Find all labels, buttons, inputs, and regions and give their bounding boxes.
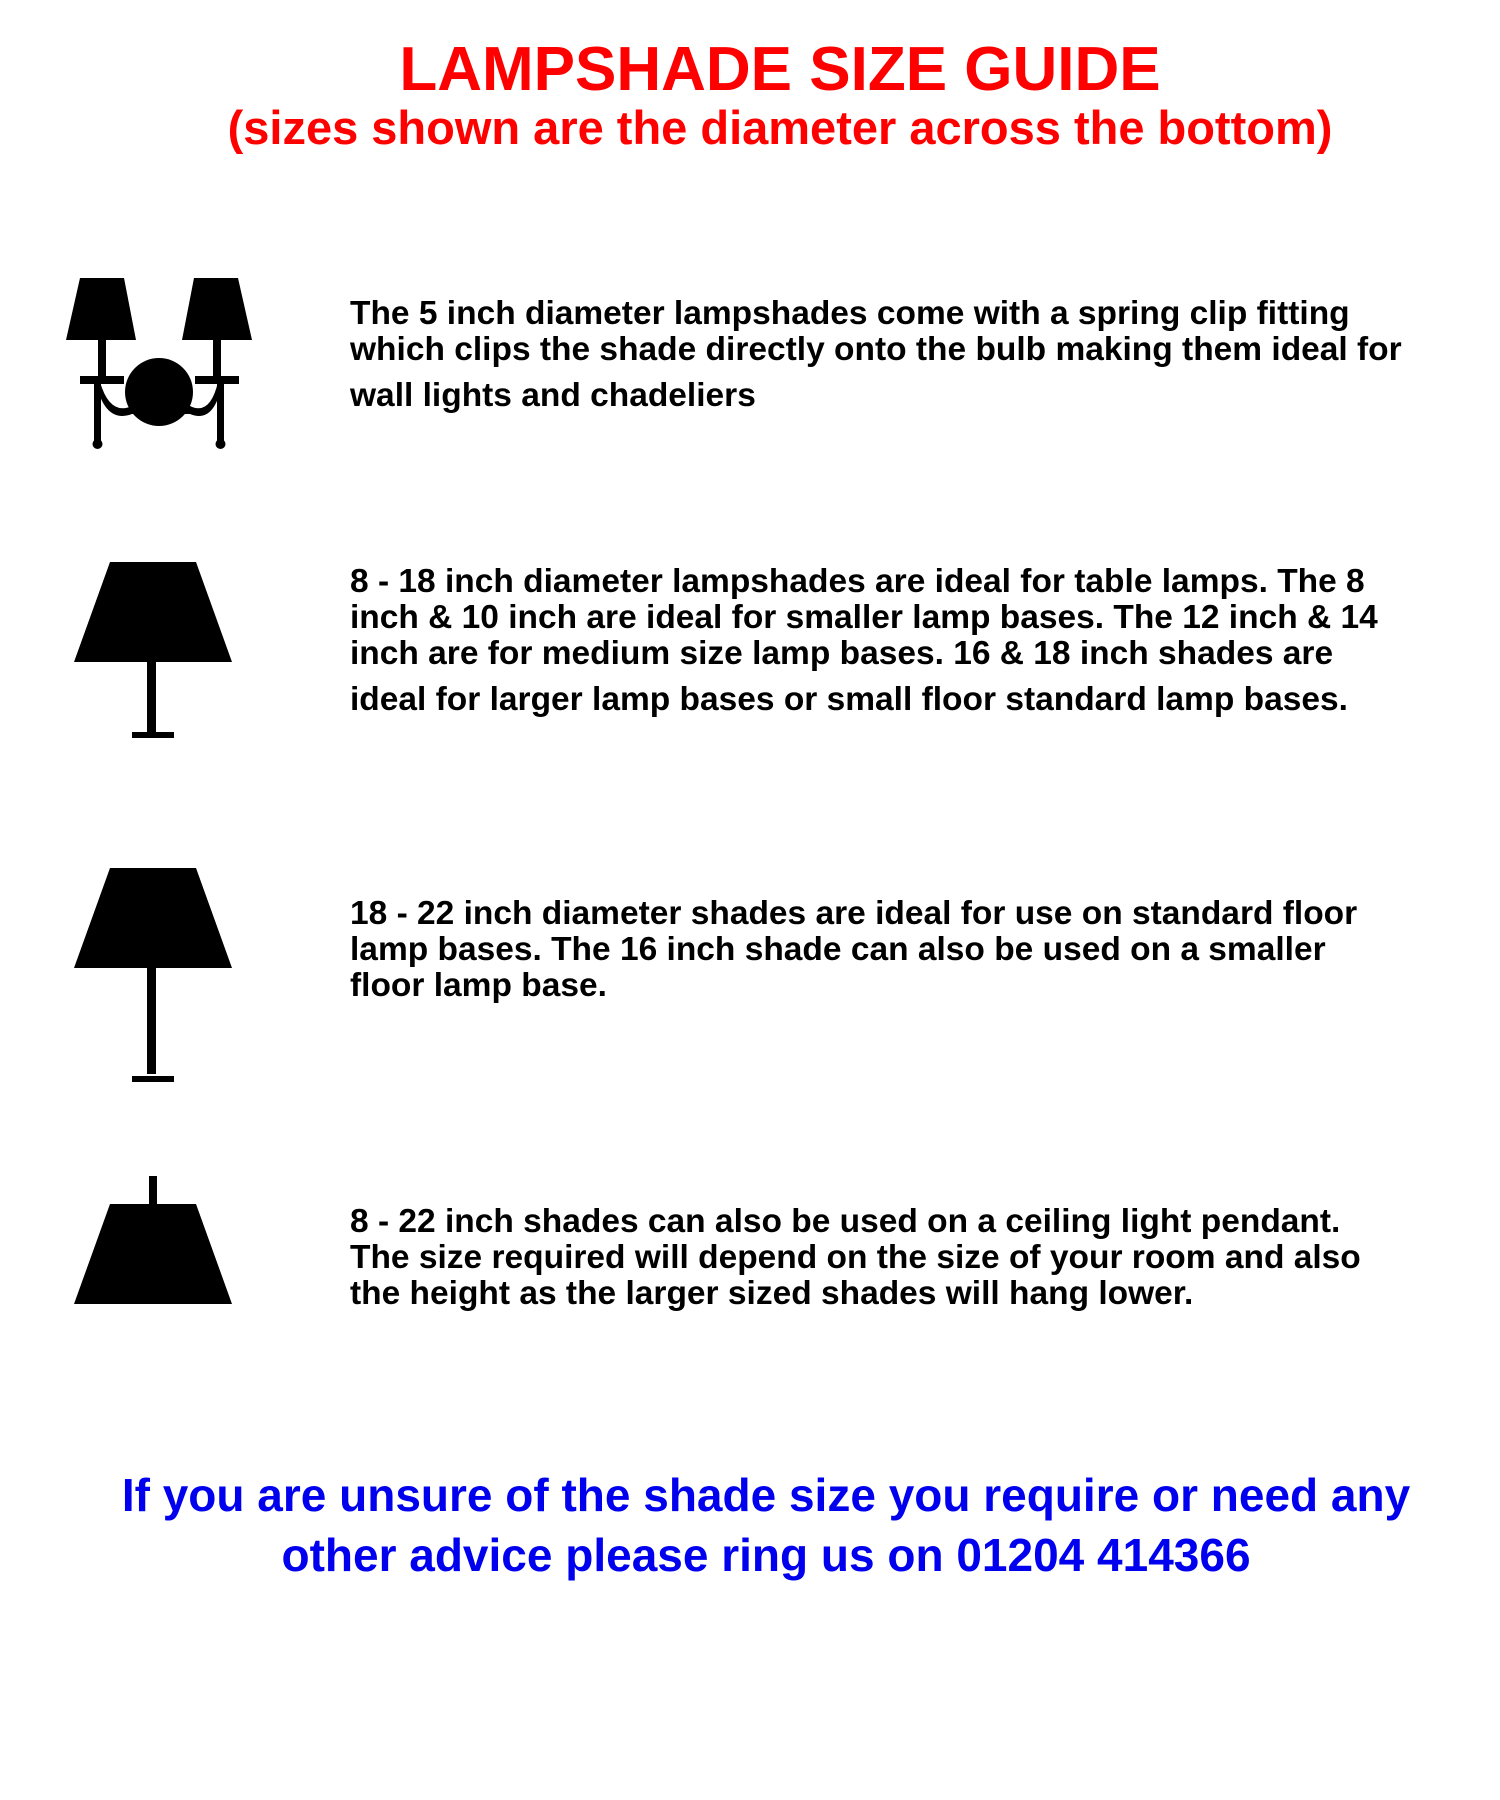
section-wall-light-text [350,296,1500,414]
text-line: inch & 10 inch are ideal for smaller lamp bases. The 12 inch & 14 [350,599,1378,636]
text-line: the height as the larger sized shades will hang lower. [350,1275,1194,1312]
section-floor-lamp-text [350,896,1500,1004]
footer-line: If you are unsure of the shade size you require or need any [121,1469,1411,1521]
text-line: wall lights and chadeliers [350,377,756,414]
text-line: 8 - 18 inch diameter lampshades are ideal for table lamps. The 8 [350,563,1365,600]
footer-line: other advice please ring us on 01204 414366 [281,1529,1251,1581]
text-line: The 5 inch diameter lampshades come with a spring clip fitting [350,295,1350,332]
page-subtitle: (sizes shown are the diameter across the bottom) [227,101,1333,154]
text-line: inch are for medium size lamp bases. 16 & 18 inch shades are [350,635,1334,672]
text-line: ideal for larger lamp bases or small floor standard lamp bases. [350,681,1348,718]
ceiling-pendant-icon [74,1176,238,1306]
section-ceiling-pendant-text [350,1204,1500,1312]
wall-light-icon [62,278,262,458]
text-line: lamp bases. The 16 inch shade can also be used on a smaller [350,931,1326,968]
section-table-lamp-text [350,564,1500,718]
floor-lamp-icon [74,868,238,1088]
contact-advice-text [0,1465,1500,1585]
text-line: floor lamp base. [350,967,607,1004]
page-title: LAMPSHADE SIZE GUIDE [399,35,1161,104]
text-line: The size required will depend on the size of your room and also [350,1239,1361,1276]
text-line: 18 - 22 inch diameter shades are ideal for use on standard floor [350,895,1358,932]
table-lamp-icon [74,562,238,742]
text-line: which clips the shade directly onto the bulb making them ideal for [350,331,1402,368]
text-line: 8 - 22 inch shades can also be used on a ceiling light pendant. [350,1203,1341,1240]
